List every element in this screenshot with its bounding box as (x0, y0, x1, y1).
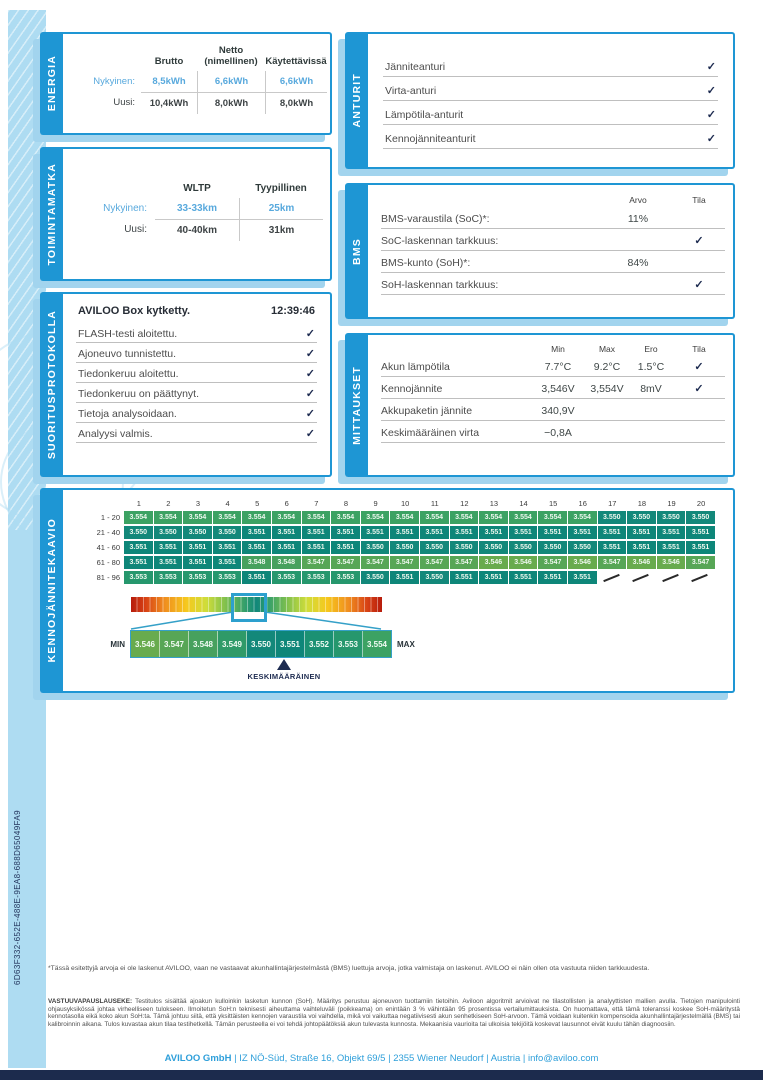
section-energia (40, 32, 332, 135)
heatmap-cell: 3.554 (538, 511, 567, 524)
protocol-time: 12:39:46 (270, 305, 315, 317)
heatmap-cell: 3.551 (686, 526, 715, 539)
heatmap-cell: 3.550 (183, 526, 212, 539)
protocol-step-list (76, 323, 317, 443)
heatmap-cell: 3.550 (627, 511, 656, 524)
heatmap-cell: 3.551 (509, 526, 538, 539)
bottom-navy-bar (0, 1070, 763, 1080)
color-scale-zoom-box (231, 593, 267, 622)
heatmap-col-header: 2 (166, 499, 171, 508)
range-table (63, 149, 330, 241)
heatmap-cell: 3.551 (420, 526, 449, 539)
bms-header-row (381, 195, 725, 207)
heatmap-cell: 3.551 (242, 526, 271, 539)
measurement-label: Akun lämpötila (381, 361, 450, 373)
heatmap-col-header: 4 (225, 499, 230, 508)
measurement-min: −0,8A (544, 427, 572, 439)
range-value: 25km (239, 198, 323, 219)
heatmap-cell: 3.551 (183, 541, 212, 554)
measurement-max: 9.2°C (593, 361, 621, 373)
heatmap-cell: 3.551 (331, 541, 360, 554)
heatmap-col-header: 1 (136, 499, 141, 508)
heatmap-cell: 3.554 (479, 511, 508, 524)
protocol-step (76, 383, 317, 403)
heatmap-cell: 3.547 (331, 556, 360, 569)
heatmap-cell-group (124, 541, 716, 554)
heatmap-cell: 3.551 (450, 526, 479, 539)
heatmap-cell-empty (657, 571, 686, 584)
check-icon: ✓ (694, 383, 704, 395)
check-icon: ✓ (305, 348, 315, 360)
heatmap-cell: 3.551 (627, 526, 656, 539)
heatmap-cell: 3.551 (538, 571, 567, 584)
section-bms (345, 183, 735, 319)
bms-row-label: BMS-kunto (SoH)*: (381, 257, 471, 269)
heatmap-cell: 3.550 (361, 541, 390, 554)
heatmap-cell: 3.547 (538, 556, 567, 569)
heatmap-col-header: 14 (519, 499, 528, 508)
tab-suoritusprotokolla-label: SUORITUSPROTOKOLLA (45, 309, 58, 460)
heatmap-cell: 3.554 (183, 511, 212, 524)
meas-header-max: Max (598, 344, 616, 354)
tab-energia-label: ENERGIA (45, 55, 58, 112)
heatmap-cell: 3.554 (420, 511, 449, 524)
legend-scale-cell: 3.554 (363, 631, 391, 657)
bms-row-value: 84% (627, 257, 649, 269)
heatmap-row-label: 21 - 40 (96, 528, 120, 537)
heatmap-cell: 3.550 (686, 511, 715, 524)
heatmap-cell: 3.551 (479, 526, 508, 539)
energy-header-brutto: Brutto (154, 56, 184, 68)
bms-header-tila: Tila (692, 195, 706, 205)
heatmap-col-header: 9 (373, 499, 378, 508)
heatmap-cell: 3.551 (598, 526, 627, 539)
heatmap-cell: 3.550 (420, 571, 449, 584)
heatmap-cell: 3.546 (627, 556, 656, 569)
heatmap-cell-empty (598, 571, 627, 584)
toimintamatka-box (63, 147, 332, 281)
heatmap-row (87, 511, 733, 524)
legend-scale-cell: 3.553 (334, 631, 363, 657)
heatmap-cell: 3.551 (154, 556, 183, 569)
mittaukset-box (368, 333, 735, 477)
legend-scale-row (87, 630, 415, 658)
suoritusprotokolla-box (63, 292, 332, 477)
heatmap-cell: 3.551 (390, 571, 419, 584)
heatmap-cell: 3.546 (479, 556, 508, 569)
measurement-label: Kennojännite (381, 383, 443, 395)
heatmap-row (87, 541, 733, 554)
bms-footnote: *Tässä esitettyjä arvoja ei ole laskenut AVILOO, vaan ne vastaavat akunhallintajärjestelmästä (BMS) luettuja arvoja, jotka valmistaja on laskenut. AVILOO ei näin ollen ota vastuuta niiden tarkkuudesta. (48, 965, 650, 972)
legend-scale-cells (130, 630, 392, 658)
measurement-max: 3,554V (590, 383, 624, 395)
heatmap-col-header: 15 (548, 499, 558, 508)
heatmap-cell: 3.551 (450, 571, 479, 584)
heatmap-cell: 3.550 (450, 541, 479, 554)
tab-energia (40, 32, 63, 135)
heatmap-cell: 3.551 (598, 541, 627, 554)
legend-scale-cell: 3.546 (131, 631, 160, 657)
section-toimintamatka (40, 147, 332, 281)
heatmap-cell: 3.554 (272, 511, 301, 524)
measurement-row (381, 377, 725, 399)
check-icon: ✓ (706, 109, 716, 121)
heatmap-cell: 3.551 (627, 541, 656, 554)
bms-row (381, 273, 725, 295)
heatmap-cell: 3.550 (509, 541, 538, 554)
heatmap-cell: 3.551 (124, 541, 153, 554)
heatmap-cell-group (124, 511, 716, 524)
heatmap-cell: 3.550 (568, 541, 597, 554)
heatmap-row-label: 1 - 20 (100, 513, 120, 522)
heatmap-cell: 3.551 (213, 541, 242, 554)
heatmap-col-header: 11 (430, 499, 439, 508)
heatmap-cell: 3.550 (420, 541, 449, 554)
measurement-min: 340,9V (541, 405, 575, 417)
tab-toimintamatka (40, 147, 63, 281)
heatmap-cell: 3.551 (390, 526, 419, 539)
heatmap-cell: 3.550 (361, 571, 390, 584)
range-header-wltp: WLTP (183, 183, 211, 194)
heatmap-cell: 3.553 (154, 571, 183, 584)
disclaimer-label: VASTUUVAPAUSLAUSEKE: (48, 998, 133, 1005)
meas-header-tila: Tila (692, 344, 706, 354)
heatmap-cell: 3.547 (686, 556, 715, 569)
protocol-step (76, 363, 317, 383)
measurements-row-list (381, 355, 725, 443)
tab-mittaukset-label: MITTAUKSET (350, 365, 363, 445)
heatmap-cell: 3.551 (568, 526, 597, 539)
sensor-row (383, 53, 718, 77)
heatmap-row (87, 526, 733, 539)
legend-scale-cell: 3.550 (247, 631, 276, 657)
energy-header-empty (63, 45, 141, 71)
heatmap-cell: 3.547 (450, 556, 479, 569)
energy-row-label: Uusi: (113, 96, 135, 108)
protocol-step-label: Tiedonkeruu on päättynyt. (78, 388, 200, 400)
energy-header-kaytettavissa: Käytettävissä (265, 56, 327, 68)
average-label: KESKIMÄÄRÄINEN (247, 672, 321, 681)
protocol-step (76, 343, 317, 363)
sensor-label: Jänniteanturi (385, 61, 446, 73)
heatmap-col-header: 16 (578, 499, 587, 508)
sensor-label: Lämpötila-anturit (385, 109, 464, 121)
heatmap-col-header: 3 (195, 499, 201, 508)
check-icon: ✓ (305, 368, 315, 380)
heatmap-cell: 3.551 (657, 526, 686, 539)
heatmap-row (87, 556, 733, 569)
protocol-step-label: Analyysi valmis. (78, 428, 153, 440)
energy-value: 8,0kWh (197, 92, 265, 114)
heatmap-row-label: 41 - 60 (96, 543, 120, 552)
heatmap-cell: 3.553 (331, 571, 360, 584)
heatmap-cell: 3.547 (420, 556, 449, 569)
heatmap-cell: 3.547 (302, 556, 331, 569)
heatmap-row-label: 61 - 80 (96, 558, 120, 567)
heatmap-cell: 3.554 (390, 511, 419, 524)
bms-row-list (381, 207, 725, 295)
heatmap-col-header: 7 (314, 499, 319, 508)
heatmap-cell: 3.553 (213, 571, 242, 584)
heatmap-cell: 3.551 (183, 556, 212, 569)
heatmap-cell: 3.547 (598, 556, 627, 569)
heatmap-cell: 3.554 (361, 511, 390, 524)
company-address: | IZ NÖ-Süd, Straße 16, Objekt 69/5 | 2355 Wiener Neudorf | Austria | info@aviloo.com (231, 1053, 599, 1064)
bms-header-arvo: Arvo (629, 195, 647, 205)
disclaimer-text: Testitulos sisältää ajoakun kulloinkin lasketun kunnon (SoH). Määritys perustuu ajoneuvon tuottamiin tietoihin. Aviloon algoritmit arvioivat ne tilastollisten ja analyyttisten mallien avulla. Tietojen manipulointi ohjausyksikössä johtaa virheelliseen tulokseen. Ilmoitetun SoH:n teknisesti aiheuttama vaihteluväli (poikkeama) on enintään 3 % vähintään 95 prosentissa vertailumittauksista. On huomattava, että tämä toleranssi koskee SoH-määritystä kennotasolla eikä koko akun SoH:ta. Tämä johtuu siitä, että yksittäisten kennojen varaustila voi vaihdella, mikä voi vaikuttaa negatiivisesti akun senhetkiseen SoH-arvoon. Tämä voidaan kuitenkin kompensoida akunhallintajärjestelmällä (BMS) tai kalibroinnin aikana. Tulos kuvastaa akun tilaa testihetkellä. Tämän perusteella ei voi tehdä johtopäätöksiä akun tulevasta kunnosta. Mekaanisia vaurioita tai ulkoisia tekijöitä koskevat lausunnot eivät kuulu tähän diagnoosiin. (48, 998, 740, 1029)
heatmap-cell: 3.551 (479, 571, 508, 584)
energy-table (63, 34, 330, 114)
heatmap-col-header: 6 (284, 499, 289, 508)
measurement-label: Akkupaketin jännite (381, 405, 473, 417)
heatmap-cell: 3.546 (509, 556, 538, 569)
heatmap-cell: 3.548 (272, 556, 301, 569)
heatmap-cell-group (124, 556, 716, 569)
heatmap-col-header: 18 (637, 499, 647, 508)
section-mittaukset (345, 333, 735, 477)
heatmap-cell-group (124, 526, 716, 539)
meas-header-ero: Ero (644, 344, 658, 354)
heatmap-legend (87, 597, 733, 687)
heatmap-cell: 3.551 (509, 571, 538, 584)
sensor-label: Kennojänniteanturit (385, 133, 476, 145)
meas-header-min: Min (551, 344, 565, 354)
bms-box (368, 183, 735, 319)
heatmap-cell-empty (686, 571, 715, 584)
bms-row (381, 229, 725, 251)
protocol-step (76, 323, 317, 343)
heatmap-cell: 3.550 (390, 541, 419, 554)
energy-header-netto: Netto (nimellinen) (204, 45, 258, 68)
protocol-step-label: Tiedonkeruu aloitettu. (78, 368, 179, 380)
heatmap-cell: 3.551 (154, 541, 183, 554)
measurement-label: Keskimääräinen virta (381, 427, 480, 439)
legend-min-label: MIN (110, 639, 125, 649)
heatmap-col-header: 17 (608, 499, 617, 508)
heatmap-cell: 3.546 (657, 556, 686, 569)
heatmap-cell: 3.547 (361, 556, 390, 569)
check-icon: ✓ (305, 408, 315, 420)
heatmap-row-label: 81 - 96 (96, 573, 120, 582)
heatmap-cell: 3.551 (302, 526, 331, 539)
heatmap-cell: 3.551 (242, 541, 271, 554)
sensor-row (383, 101, 718, 125)
average-marker-icon (277, 659, 291, 670)
measurement-row (381, 399, 725, 421)
disclaimer-paragraph (48, 998, 740, 1029)
heatmap-cell-group (124, 571, 716, 584)
check-icon: ✓ (694, 279, 704, 291)
heatmap-column-headers (124, 499, 733, 508)
measurement-min: 3,546V (541, 383, 575, 395)
heatmap-cell: 3.551 (272, 541, 301, 554)
heatmap-cell: 3.554 (124, 511, 153, 524)
heatmap-cell: 3.553 (272, 571, 301, 584)
sensor-row (383, 77, 718, 101)
sensor-row (383, 125, 718, 149)
heatmap-cell: 3.554 (450, 511, 479, 524)
energy-value: 6,6kWh (265, 71, 327, 92)
bms-row-label: BMS-varaustila (SoC)*: (381, 213, 490, 225)
heatmap-col-header: 13 (489, 499, 499, 508)
energy-value: 8,5kWh (152, 75, 186, 87)
heatmap-col-header: 10 (400, 499, 410, 508)
legend-scale-cell: 3.547 (160, 631, 189, 657)
heatmap-cell: 3.550 (479, 541, 508, 554)
check-icon: ✓ (694, 361, 704, 373)
heatmap-cell: 3.554 (509, 511, 538, 524)
measurement-row (381, 355, 725, 377)
heatmap-cell: 3.547 (390, 556, 419, 569)
heatmap-col-header: 8 (343, 499, 349, 508)
energy-value: 6,6kWh (197, 71, 265, 92)
zoom-connector-lines (87, 612, 759, 630)
heatmap-cell: 3.554 (568, 511, 597, 524)
sensor-label: Virta-anturi (385, 85, 437, 97)
heatmap-cell: 3.550 (598, 511, 627, 524)
heatmap-cell: 3.550 (213, 526, 242, 539)
tab-toimintamatka-label: TOIMINTAMATKA (45, 162, 58, 266)
heatmap-cell: 3.550 (154, 526, 183, 539)
tab-suoritusprotokolla (40, 292, 63, 477)
measurement-diff: 1.5°C (637, 361, 665, 373)
heatmap-grid (87, 511, 733, 584)
energy-value: 10,4kWh (141, 92, 197, 114)
heatmap-col-header: 20 (696, 499, 706, 508)
check-icon: ✓ (305, 388, 315, 400)
range-value: 40-40km (155, 219, 239, 241)
heatmap-cell: 3.551 (242, 571, 271, 584)
section-kennojannitekaavio (40, 488, 735, 693)
heatmap-cell: 3.551 (302, 541, 331, 554)
heatmap-cell: 3.554 (302, 511, 331, 524)
energia-box (63, 32, 332, 135)
tab-bms (345, 183, 368, 319)
check-icon: ✓ (694, 235, 704, 247)
heatmap-cell: 3.553 (302, 571, 331, 584)
check-icon: ✓ (305, 428, 315, 440)
tab-kennojannitekaavio (40, 488, 63, 693)
heatmap-row (87, 571, 733, 584)
heatmap-cell: 3.550 (538, 541, 567, 554)
bms-row-value: 11% (627, 213, 649, 225)
protocol-step (76, 403, 317, 423)
protocol-step-label: FLASH-testi aloitettu. (78, 328, 178, 340)
check-icon: ✓ (305, 328, 315, 340)
range-value: 31km (239, 219, 323, 241)
range-header-tyypillinen: Tyypillinen (255, 183, 307, 194)
sensor-list (383, 53, 718, 149)
energy-value: 8,0kWh (265, 92, 327, 114)
tab-anturit (345, 32, 368, 169)
protocol-step-label: Ajoneuvo tunnistettu. (78, 348, 177, 360)
heatmap-cell: 3.551 (657, 541, 686, 554)
heatmap-cell: 3.550 (124, 526, 153, 539)
measurement-diff: 8mV (640, 383, 662, 395)
range-value: 33-33km (176, 203, 218, 214)
tab-bms-label: BMS (350, 237, 363, 265)
heatmap-cell: 3.551 (272, 526, 301, 539)
heatmap-cell: 3.554 (213, 511, 242, 524)
heatmap-cell: 3.548 (242, 556, 271, 569)
heatmap-cell: 3.554 (242, 511, 271, 524)
company-name: AVILOO GmbH (164, 1053, 232, 1064)
heatmap-col-header: 12 (460, 499, 469, 508)
measurement-min: 7.7°C (544, 361, 572, 373)
measurement-row (381, 421, 725, 443)
range-header-empty (63, 183, 155, 198)
heatmap-cell: 3.551 (213, 556, 242, 569)
heatmap-cell: 3.551 (124, 556, 153, 569)
heatmap-cell: 3.553 (183, 571, 212, 584)
heatmap-cell: 3.550 (657, 511, 686, 524)
company-footer-line (0, 1053, 763, 1064)
range-row-label: Nykyinen: (103, 203, 147, 214)
bms-row-label: SoC-laskennan tarkkuus: (381, 235, 499, 247)
heatmap-cell: 3.551 (331, 526, 360, 539)
protocol-title-row (76, 303, 317, 323)
report-serial-number: 6D63F332-652E-488E-9EA8-688D65049FA9 (13, 810, 22, 985)
heatmap-cell: 3.553 (124, 571, 153, 584)
bms-row (381, 207, 725, 229)
protocol-step-label: Tietoja analysoidaan. (78, 408, 177, 420)
check-icon: ✓ (706, 85, 716, 97)
energy-row-label: Nykyinen: (93, 75, 135, 87)
kennojannitekaavio-box (63, 488, 735, 693)
tab-kennojannitekaavio-label: KENNOJÄNNITEKAAVIO (45, 518, 58, 663)
heatmap-cell: 3.551 (686, 541, 715, 554)
heatmap-cell: 3.554 (154, 511, 183, 524)
legend-scale-cell: 3.552 (305, 631, 334, 657)
legend-scale-cell: 3.548 (189, 631, 218, 657)
legend-scale-cell: 3.549 (218, 631, 247, 657)
color-scale-bar (131, 597, 382, 612)
legend-scale-cell: 3.551 (276, 631, 305, 657)
measurements-header-row (381, 344, 725, 355)
bms-row-label: SoH-laskennan tarkkuus: (381, 279, 499, 291)
range-row-label: Uusi: (124, 224, 147, 235)
anturit-box (368, 32, 735, 169)
protocol-step (76, 423, 317, 443)
legend-max-label: MAX (397, 639, 415, 649)
heatmap-col-header: 5 (255, 499, 260, 508)
tab-anturit-label: ANTURIT (350, 73, 363, 128)
heatmap-col-header: 19 (667, 499, 676, 508)
heatmap-cell: 3.551 (538, 526, 567, 539)
tab-mittaukset (345, 333, 368, 477)
protocol-title: AVILOO Box kytketty. (78, 305, 191, 317)
heatmap-cell: 3.546 (568, 556, 597, 569)
section-suoritusprotokolla (40, 292, 332, 477)
section-anturit (345, 32, 735, 169)
heatmap-cell: 3.551 (361, 526, 390, 539)
heatmap-cell: 3.554 (331, 511, 360, 524)
heatmap-cell-empty (627, 571, 656, 584)
check-icon: ✓ (706, 61, 716, 73)
bms-row (381, 251, 725, 273)
check-icon: ✓ (706, 133, 716, 145)
cell-voltage-heatmap (87, 499, 733, 584)
heatmap-cell: 3.551 (568, 571, 597, 584)
